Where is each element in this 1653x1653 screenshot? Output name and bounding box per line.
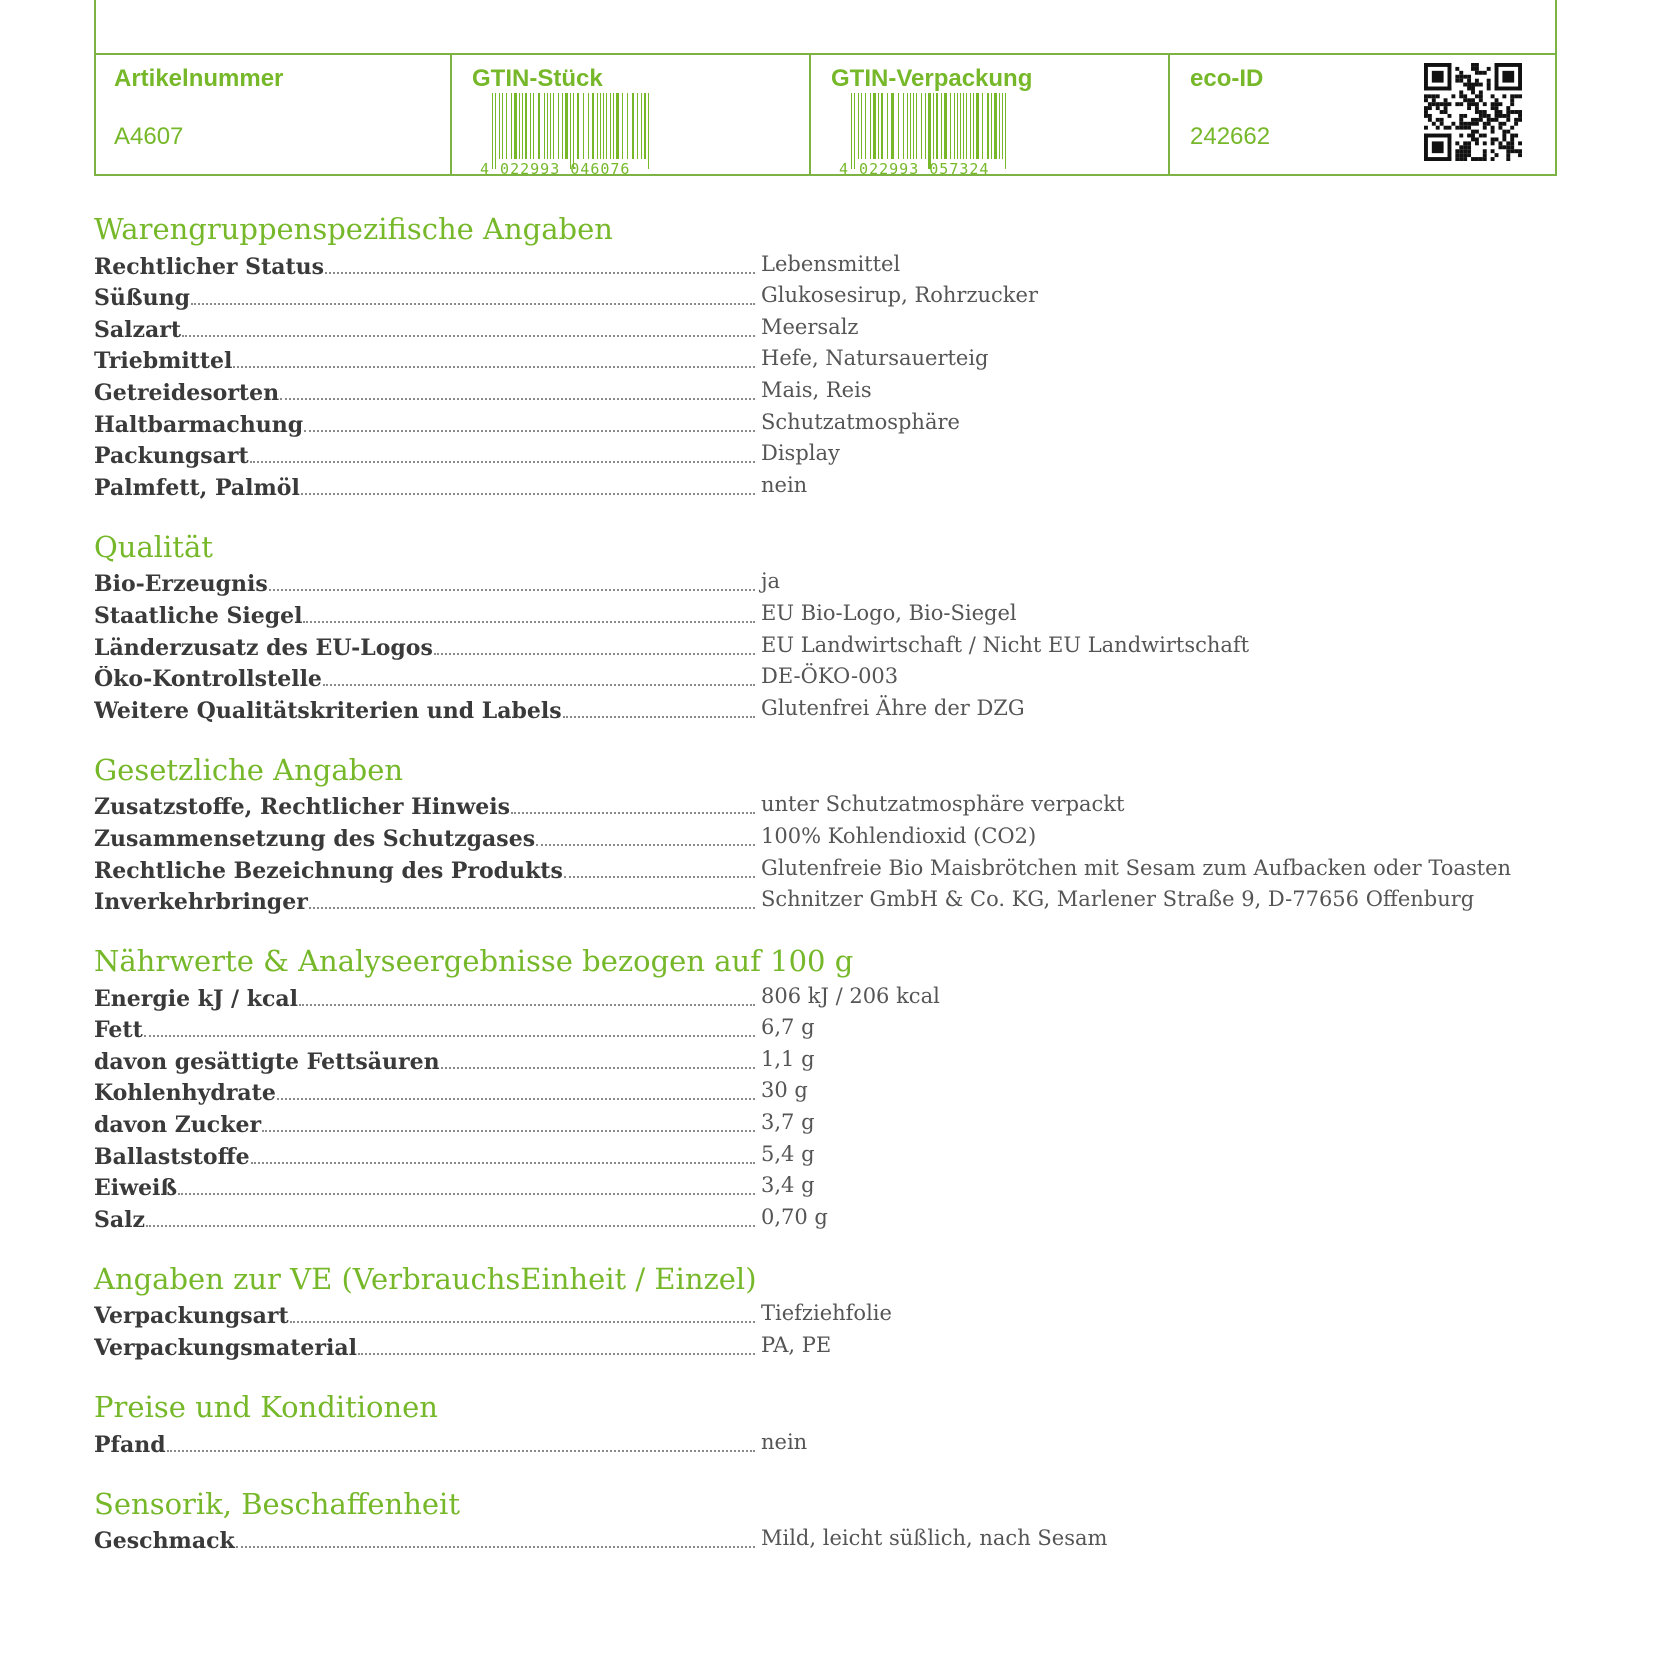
eco-id-label: eco-ID: [1190, 65, 1264, 92]
gtin-piece-number: 4 022993 046076: [480, 160, 631, 177]
detail-row: [94, 629, 1574, 661]
detail-value: 5,4 g: [761, 1141, 815, 1166]
detail-row: [94, 820, 1574, 852]
detail-label: Staatliche Siegel: [94, 602, 303, 629]
detail-row: [94, 1138, 1574, 1170]
detail-label: Weitere Qualitätskriterien und Labels: [94, 697, 562, 724]
eco-id-cell: [1170, 55, 1557, 176]
section-title: Preise und Konditionen: [94, 1390, 438, 1425]
gtin-piece-barcode: [478, 93, 658, 177]
article-number-value: A4607: [114, 123, 184, 150]
eco-id-value: 242662: [1190, 123, 1271, 150]
detail-row: [94, 789, 1574, 821]
detail-value: nein: [761, 1429, 808, 1454]
detail-value: 6,7 g: [761, 1015, 815, 1040]
detail-row: [94, 1523, 1574, 1555]
detail-row: [94, 406, 1574, 438]
detail-value: Mais, Reis: [761, 377, 872, 402]
detail-row: [94, 1012, 1574, 1044]
dot-leader: [563, 716, 755, 718]
dot-leader: [144, 1035, 755, 1037]
detail-value: nein: [761, 472, 808, 497]
detail-row: [94, 692, 1574, 724]
section: [94, 1260, 1574, 1361]
product-details: [94, 210, 1574, 1581]
detail-row: [94, 884, 1574, 916]
detail-row: [94, 980, 1574, 1012]
detail-label: Salz: [94, 1206, 145, 1233]
detail-label: Energie kJ / kcal: [94, 985, 299, 1012]
detail-label: Süßung: [94, 285, 190, 312]
detail-value: 100% Kohlendioxid (CO2): [761, 823, 1037, 848]
detail-label: Rechtlicher Status: [94, 253, 325, 280]
dot-leader: [304, 430, 755, 432]
detail-label: Zusammensetzung des Schutzgases: [94, 825, 536, 852]
dot-leader: [299, 1004, 755, 1006]
detail-row: [94, 248, 1574, 280]
section-title: Angaben zur VE (VerbrauchsEinheit / Einzel): [94, 1261, 757, 1296]
dot-leader: [564, 876, 755, 878]
dot-leader: [250, 461, 755, 463]
detail-label: Inverkehrbringer: [94, 889, 308, 916]
qr-code[interactable]: [1424, 63, 1522, 161]
detail-label: Länderzusatz des EU-Logos: [94, 634, 433, 661]
detail-value: Glukosesirup, Rohrzucker: [761, 283, 1038, 308]
gtin-pack-barcode: [837, 93, 1017, 177]
section: [94, 751, 1574, 915]
dot-leader: [236, 1546, 755, 1548]
detail-row: [94, 661, 1574, 693]
detail-label: Ballaststoffe: [94, 1143, 250, 1170]
detail-label: Verpackungsart: [94, 1303, 289, 1330]
dot-leader: [251, 1162, 755, 1164]
section: [94, 1388, 1574, 1458]
article-number-label: Artikelnummer: [114, 65, 284, 92]
detail-row: [94, 343, 1574, 375]
dot-leader: [290, 1321, 755, 1323]
detail-value: ja: [761, 569, 781, 594]
product-id-row: [94, 53, 1557, 176]
detail-label: Packungsart: [94, 443, 249, 470]
detail-label: Geschmack: [94, 1528, 235, 1555]
detail-label: Pfand: [94, 1431, 166, 1458]
detail-value: EU Bio-Logo, Bio-Siegel: [761, 600, 1017, 625]
detail-value: Hefe, Natursauerteig: [761, 346, 989, 371]
section: [94, 1485, 1574, 1555]
detail-value: PA, PE: [761, 1333, 832, 1358]
dot-leader: [233, 366, 755, 368]
detail-row: [94, 311, 1574, 343]
detail-label: Eiweiß: [94, 1175, 178, 1202]
dot-leader: [182, 335, 755, 337]
gtin-pack-number: 4 022993 057324: [839, 160, 990, 177]
detail-label: Fett: [94, 1017, 143, 1044]
detail-row: [94, 1201, 1574, 1233]
detail-label: Rechtliche Bezeichnung des Produkts: [94, 857, 563, 884]
section-title: Qualität: [94, 529, 213, 564]
detail-value: Mild, leicht süßlich, nach Sesam: [761, 1526, 1108, 1551]
gtin-piece-label: GTIN-Stück: [472, 65, 603, 92]
detail-value: 3,4 g: [761, 1173, 815, 1198]
dot-leader: [358, 1353, 755, 1355]
detail-value: Schnitzer GmbH & Co. KG, Marlener Straße 9, D-77656 Offenburg: [761, 887, 1475, 912]
dot-leader: [434, 653, 755, 655]
detail-value: 0,70 g: [761, 1204, 828, 1229]
detail-value: Glutenfrei Ähre der DZG: [761, 695, 1025, 720]
detail-row: [94, 566, 1574, 598]
section-title: Nährwerte & Analyseergebnisse bezogen auf 100 g: [94, 944, 854, 979]
detail-label: Getreidesorten: [94, 379, 280, 406]
detail-label: Verpackungsmaterial: [94, 1335, 357, 1362]
dot-leader: [191, 303, 755, 305]
detail-value: Glutenfreie Bio Maisbrötchen mit Sesam zum Aufbacken oder Toasten: [761, 855, 1512, 880]
detail-value: Meersalz: [761, 314, 859, 339]
detail-label: Salzart: [94, 316, 182, 343]
detail-value: EU Landwirtschaft / Nicht EU Landwirtschaft: [761, 632, 1250, 657]
detail-value: 1,1 g: [761, 1046, 815, 1071]
dot-leader: [262, 1130, 755, 1132]
detail-label: Kohlenhydrate: [94, 1080, 276, 1107]
dot-leader: [301, 493, 755, 495]
detail-row: [94, 469, 1574, 501]
detail-row: [94, 1043, 1574, 1075]
dot-leader: [167, 1450, 755, 1452]
dot-leader: [323, 684, 755, 686]
dot-leader: [146, 1225, 755, 1227]
dot-leader: [303, 621, 755, 623]
detail-row: [94, 597, 1574, 629]
section-title: Warengruppenspezifische Angaben: [94, 212, 613, 246]
detail-label: Triebmittel: [94, 348, 233, 375]
detail-label: Bio-Erzeugnis: [94, 571, 268, 598]
detail-label: Haltbarmachung: [94, 411, 304, 438]
detail-value: 30 g: [761, 1078, 808, 1103]
dot-leader: [178, 1193, 755, 1195]
detail-value: 3,7 g: [761, 1110, 815, 1135]
detail-value: unter Schutzatmosphäre verpackt: [761, 792, 1125, 817]
detail-value: Tiefziehfolie: [761, 1301, 892, 1326]
detail-row: [94, 1298, 1574, 1330]
gtin-piece-cell: [452, 55, 811, 176]
detail-value: Schutzatmosphäre: [761, 409, 960, 434]
detail-row: [94, 1426, 1574, 1458]
dot-leader: [309, 907, 755, 909]
detail-label: davon Zucker: [94, 1112, 262, 1139]
detail-row: [94, 374, 1574, 406]
detail-value: DE-ÖKO-003: [761, 664, 899, 689]
detail-row: [94, 1170, 1574, 1202]
detail-label: davon gesättigte Fettsäuren: [94, 1048, 440, 1075]
detail-row: [94, 280, 1574, 312]
article-number-cell: [94, 55, 452, 176]
section: [94, 942, 1574, 1233]
gtin-pack-cell: [811, 55, 1170, 176]
detail-value: 806 kJ / 206 kcal: [761, 983, 940, 1008]
detail-row: [94, 1075, 1574, 1107]
detail-row: [94, 852, 1574, 884]
section-title: Gesetzliche Angaben: [94, 752, 404, 787]
section: [94, 528, 1574, 724]
gtin-pack-label: GTIN-Verpackung: [831, 65, 1033, 92]
dot-leader: [441, 1067, 755, 1069]
detail-row: [94, 1106, 1574, 1138]
section: [94, 210, 1574, 501]
detail-label: Palmfett, Palmöl: [94, 474, 300, 501]
detail-value: Lebensmittel: [761, 251, 901, 276]
section-title: Sensorik, Beschaffenheit: [94, 1486, 460, 1521]
dot-leader: [277, 1098, 755, 1100]
dot-leader: [280, 398, 755, 400]
dot-leader: [536, 844, 755, 846]
detail-label: Zusatzstoffe, Rechtlicher Hinweis: [94, 794, 510, 821]
detail-value: Display: [761, 441, 840, 466]
detail-row: [94, 1329, 1574, 1361]
detail-label: Öko-Kontrollstelle: [94, 666, 322, 693]
detail-row: [94, 438, 1574, 470]
dot-leader: [269, 589, 755, 591]
dot-leader: [325, 272, 755, 274]
dot-leader: [511, 812, 755, 814]
